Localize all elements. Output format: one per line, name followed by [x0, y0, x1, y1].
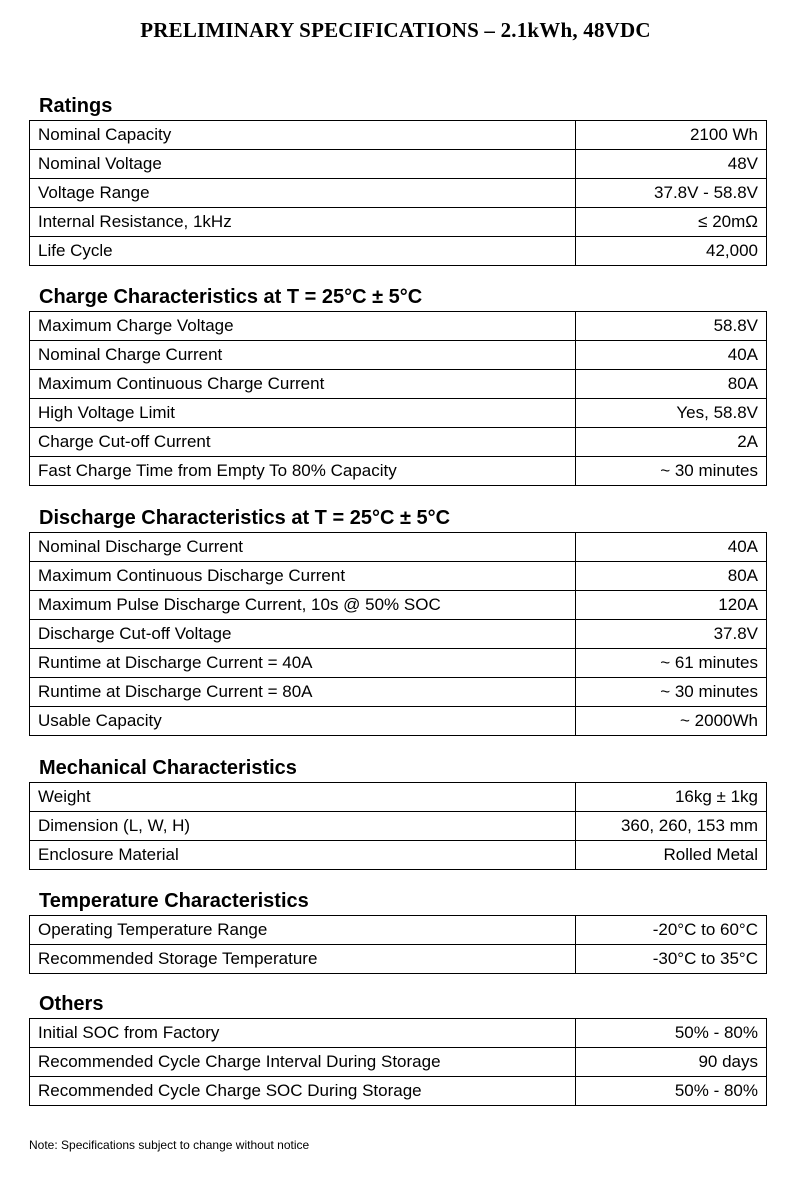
table-row	[30, 399, 767, 428]
spec-value: 90 days	[576, 1048, 767, 1077]
table-row	[30, 208, 767, 237]
table-row	[30, 707, 767, 736]
spec-value: -30°C to 35°C	[576, 945, 767, 974]
spec-label: Nominal Charge Current	[30, 341, 576, 370]
spec-label: Maximum Charge Voltage	[30, 312, 576, 341]
spec-label: Maximum Continuous Discharge Current	[30, 562, 576, 591]
spec-value: Rolled Metal	[576, 841, 767, 870]
spec-table	[29, 120, 767, 266]
section-title: Charge Characteristics at T = 25°C ± 5°C	[39, 286, 423, 308]
spec-label: Charge Cut-off Current	[30, 428, 576, 457]
spec-value: 80A	[576, 370, 767, 399]
spec-label: Internal Resistance, 1kHz	[30, 208, 576, 237]
table-row	[30, 945, 767, 974]
spec-label: Runtime at Discharge Current = 40A	[30, 649, 576, 678]
section-title: Ratings	[39, 95, 113, 117]
spec-value: 40A	[576, 533, 767, 562]
section-ratings	[29, 93, 767, 266]
spec-label: Enclosure Material	[30, 841, 576, 870]
spec-value: 2A	[576, 428, 767, 457]
table-row	[30, 533, 767, 562]
table-row	[30, 678, 767, 707]
spec-label: Weight	[30, 783, 576, 812]
section-discharge	[29, 505, 767, 736]
spec-value: 48V	[576, 150, 767, 179]
table-row	[30, 1019, 767, 1048]
section-charge	[29, 284, 767, 486]
spec-label: Nominal Capacity	[30, 121, 576, 150]
spec-value: ~ 2000Wh	[576, 707, 767, 736]
table-row	[30, 841, 767, 870]
spec-table	[29, 532, 767, 736]
spec-label: Nominal Voltage	[30, 150, 576, 179]
spec-value: 50% - 80%	[576, 1077, 767, 1106]
table-row	[30, 121, 767, 150]
section-others	[29, 991, 767, 1106]
spec-label: Fast Charge Time from Empty To 80% Capacity	[30, 457, 576, 486]
spec-value: ~ 30 minutes	[576, 678, 767, 707]
spec-table	[29, 782, 767, 870]
table-row	[30, 237, 767, 266]
table-row	[30, 179, 767, 208]
table-row	[30, 312, 767, 341]
table-row	[30, 150, 767, 179]
spec-label: Recommended Storage Temperature	[30, 945, 576, 974]
spec-label: Discharge Cut-off Voltage	[30, 620, 576, 649]
spec-table	[29, 1018, 767, 1106]
footnote: Note: Specifications subject to change without notice	[29, 1138, 310, 1152]
table-row	[30, 591, 767, 620]
table-row	[30, 457, 767, 486]
spec-value: 16kg ± 1kg	[576, 783, 767, 812]
section-title: Others	[39, 993, 104, 1015]
spec-label: Initial SOC from Factory	[30, 1019, 576, 1048]
spec-value: 37.8V - 58.8V	[576, 179, 767, 208]
spec-value: Yes, 58.8V	[576, 399, 767, 428]
table-row	[30, 812, 767, 841]
table-row	[30, 1048, 767, 1077]
section-temperature	[29, 888, 767, 974]
spec-value: 37.8V	[576, 620, 767, 649]
section-title: Discharge Characteristics at T = 25°C ± 5°C	[39, 507, 451, 529]
spec-label: Dimension (L, W, H)	[30, 812, 576, 841]
spec-value: ≤ 20mΩ	[576, 208, 767, 237]
spec-label: Runtime at Discharge Current = 80A	[30, 678, 576, 707]
spec-value: 42,000	[576, 237, 767, 266]
spec-value: 360, 260, 153 mm	[576, 812, 767, 841]
table-row	[30, 370, 767, 399]
table-row	[30, 649, 767, 678]
table-row	[30, 1077, 767, 1106]
section-title: Mechanical Characteristics	[39, 757, 297, 779]
spec-value: 120A	[576, 591, 767, 620]
table-row	[30, 341, 767, 370]
spec-label: Nominal Discharge Current	[30, 533, 576, 562]
spec-value: 50% - 80%	[576, 1019, 767, 1048]
spec-label: Recommended Cycle Charge Interval During Storage	[30, 1048, 576, 1077]
spec-value: 58.8V	[576, 312, 767, 341]
spec-value: ~ 61 minutes	[576, 649, 767, 678]
spec-label: Recommended Cycle Charge SOC During Storage	[30, 1077, 576, 1106]
spec-table	[29, 311, 767, 486]
spec-label: Operating Temperature Range	[30, 916, 576, 945]
spec-value: 40A	[576, 341, 767, 370]
spec-label: Usable Capacity	[30, 707, 576, 736]
section-mechanical	[29, 755, 767, 870]
table-row	[30, 783, 767, 812]
table-row	[30, 916, 767, 945]
table-row	[30, 620, 767, 649]
spec-table	[29, 915, 767, 974]
table-row	[30, 428, 767, 457]
section-title: Temperature Characteristics	[39, 890, 309, 912]
spec-value: ~ 30 minutes	[576, 457, 767, 486]
spec-value: 2100 Wh	[576, 121, 767, 150]
spec-value: -20°C to 60°C	[576, 916, 767, 945]
spec-label: Maximum Continuous Charge Current	[30, 370, 576, 399]
page-title: PRELIMINARY SPECIFICATIONS – 2.1kWh, 48VDC	[140, 18, 651, 42]
spec-value: 80A	[576, 562, 767, 591]
table-row	[30, 562, 767, 591]
spec-label: Voltage Range	[30, 179, 576, 208]
spec-label: Maximum Pulse Discharge Current, 10s @ 50% SOC	[30, 591, 576, 620]
spec-label: High Voltage Limit	[30, 399, 576, 428]
spec-label: Life Cycle	[30, 237, 576, 266]
